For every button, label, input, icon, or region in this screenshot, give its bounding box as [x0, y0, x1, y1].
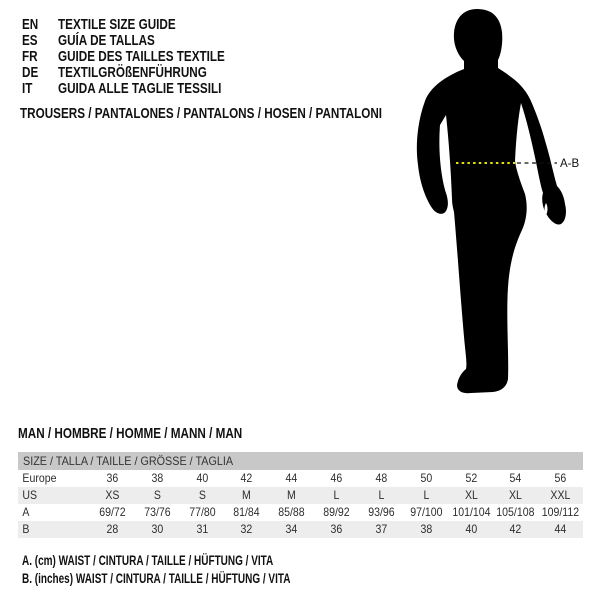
language-label: TEXTILE SIZE GUIDE	[58, 16, 176, 33]
size-table	[18, 452, 583, 538]
size-cell: 42	[240, 471, 253, 485]
footnote-a	[22, 552, 385, 570]
language-code: ES	[22, 32, 38, 49]
section-title-text: MAN / HOMBRE / HOMME / MANN / MAN	[18, 425, 243, 442]
size-cell: 36	[330, 522, 343, 536]
size-cell: 30	[151, 522, 164, 536]
size-cell: 34	[285, 522, 298, 536]
size-cell: 40	[465, 522, 477, 536]
size-cell: M	[242, 488, 252, 502]
row-label: Europe	[22, 471, 57, 485]
language-label: GUIDA ALLE TAGLIE TESSILI	[58, 80, 222, 97]
size-cell: 69/72	[99, 505, 126, 519]
size-cell: XS	[105, 488, 120, 502]
size-cell: XXL	[550, 488, 571, 502]
language-code: IT	[22, 80, 33, 97]
size-cell: 28	[106, 522, 119, 536]
size-cell: S	[153, 488, 161, 502]
section-title-man	[18, 426, 305, 442]
size-cell: L	[333, 488, 340, 502]
size-cell: 46	[330, 471, 343, 485]
size-cell: 38	[151, 471, 164, 485]
size-cell: 48	[375, 471, 388, 485]
row-label: US	[22, 488, 38, 502]
size-cell: 44	[285, 471, 298, 485]
size-cell: 38	[420, 522, 432, 536]
size-cell: 85/88	[278, 505, 305, 519]
size-table-header	[18, 452, 583, 470]
language-label: TEXTILGRÖßENFÜHRUNG	[58, 64, 207, 81]
size-cell: 81/84	[233, 505, 261, 519]
size-cell: 44	[554, 522, 567, 536]
size-cell: 50	[420, 471, 432, 485]
size-cell: 52	[465, 471, 477, 485]
row-label: A	[22, 505, 30, 519]
table-row-europe	[18, 470, 583, 487]
category-title-text: TROUSERS / PANTALONES / PANTALONS / HOSEN / PANTALONI	[20, 105, 383, 122]
size-cell: XL	[464, 488, 478, 502]
language-label: GUIDE DES TAILLES TEXTILE	[58, 48, 225, 65]
size-cell: 109/112	[541, 505, 580, 519]
size-cell: 56	[554, 471, 567, 485]
size-table-header-text: SIZE / TALLA / TAILLE / GRÖSSE / TAGLIA	[23, 454, 234, 468]
table-row-b-inches	[18, 521, 583, 538]
language-label: GUÍA DE TALLAS	[58, 32, 155, 49]
footnotes	[22, 552, 385, 587]
size-cell: 105/108	[496, 505, 535, 519]
size-cell: L	[378, 488, 385, 502]
language-code: EN	[22, 16, 39, 33]
size-cell: 101/104	[451, 505, 491, 519]
size-cell: 73/76	[144, 505, 171, 519]
table-row-us	[18, 487, 583, 504]
size-cell: 93/96	[368, 505, 395, 519]
measure-label: A-B	[560, 158, 580, 170]
footnote-b	[22, 570, 385, 588]
language-code: FR	[22, 48, 38, 65]
size-cell: 54	[509, 471, 522, 485]
man-silhouette	[417, 9, 566, 393]
size-cell: 97/100	[409, 505, 443, 519]
size-cell: XL	[509, 488, 523, 502]
size-cell: S	[198, 488, 206, 502]
row-label: B	[22, 522, 30, 536]
size-cell: L	[423, 488, 430, 502]
size-cell: 77/80	[188, 505, 216, 519]
size-cell: 42	[509, 522, 522, 536]
footnote-a-text: A. (cm) WAIST / CINTURA / TAILLE / HÜFTUNG / VITA	[22, 553, 274, 568]
size-cell: 89/92	[323, 505, 350, 519]
size-cell: 32	[240, 522, 253, 536]
footnote-b-text: B. (inches) WAIST / CINTURA / TAILLE / HÜFTUNG / VITA	[22, 570, 291, 586]
language-code: DE	[22, 64, 39, 81]
size-cell: 40	[196, 471, 208, 485]
table-row-a-cm	[18, 504, 583, 521]
size-cell: 37	[375, 522, 388, 536]
size-cell: 36	[106, 471, 119, 485]
size-cell: M	[287, 488, 297, 502]
size-cell: 31	[196, 522, 208, 536]
